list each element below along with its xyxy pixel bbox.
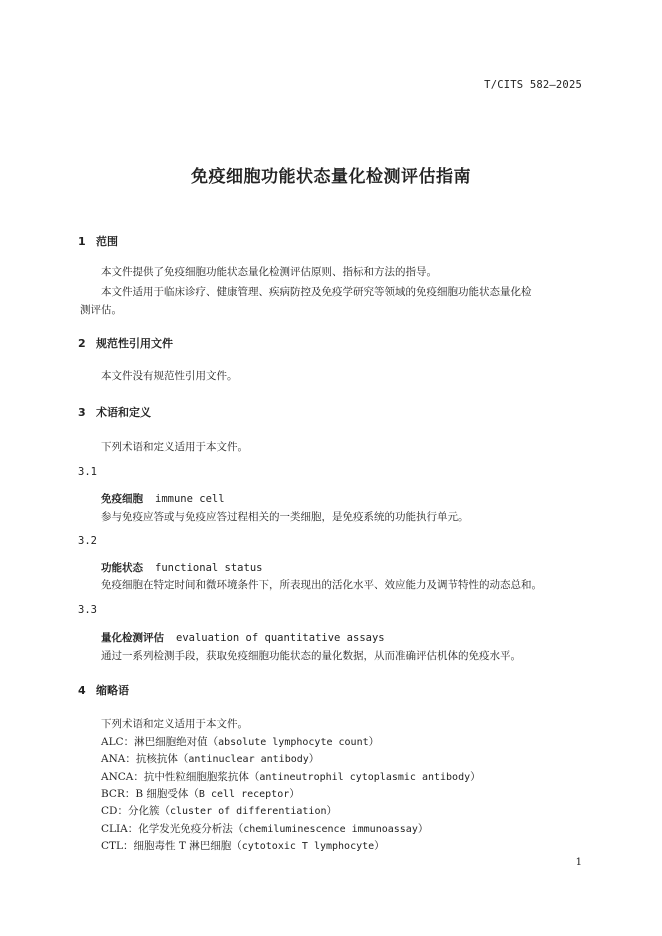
paren-close: ） — [417, 822, 429, 835]
clause-number: 3.1 — [78, 466, 97, 478]
section-number: 3 — [78, 406, 86, 419]
abbreviation-item — [101, 751, 319, 766]
normative-paragraph: 本文件没有规范性引用文件。 — [101, 370, 238, 382]
paren-open: （ — [188, 787, 199, 800]
section-heading-scope — [78, 233, 118, 249]
term-entry — [101, 630, 385, 645]
term-entry — [101, 560, 262, 575]
abbreviation-key: ALC — [101, 736, 124, 748]
abbreviation-item — [101, 769, 481, 784]
term-entry — [101, 491, 225, 506]
clause-number: 3.2 — [78, 535, 97, 547]
abbreviation-separator: ： — [124, 787, 136, 800]
abbreviation-separator: ： — [123, 839, 134, 852]
section-title: 规范性引用文件 — [96, 337, 173, 350]
abbreviation-chinese: 抗中性粒细胞胞浆抗体 — [143, 770, 249, 783]
abbreviation-item — [101, 786, 300, 801]
abbreviation-item — [101, 838, 385, 853]
abbreviation-english: absolute lymphocyte count — [218, 737, 369, 748]
term-chinese: 功能状态 — [101, 562, 143, 574]
term-chinese: 免疫细胞 — [101, 493, 143, 505]
section-number: 1 — [78, 235, 86, 248]
paren-close: ） — [374, 839, 385, 852]
abbreviation-item — [101, 803, 337, 818]
abbreviation-key: CLIA — [101, 822, 128, 835]
paren-close: ） — [470, 770, 481, 783]
abbreviation-english: chemiluminescence immunoassay — [243, 823, 418, 835]
abbreviation-separator: ： — [117, 805, 128, 818]
term-english: evaluation of quantitative assays — [176, 632, 385, 644]
abbreviation-chinese: 细胞毒性 T 淋巴细胞 — [133, 839, 232, 852]
paren-open: （ — [231, 839, 242, 852]
scope-paragraph-2-line-1: 本文件适用于临床诊疗、健康管理、疾病防控及免疫学研究等领域的免疫细胞功能状态量化检 — [101, 286, 532, 298]
paren-open: （ — [159, 805, 170, 818]
section-title: 范围 — [96, 235, 118, 248]
abbreviation-chinese: 抗核抗体 — [135, 753, 178, 766]
abbreviation-item — [101, 821, 428, 836]
abbreviation-key: CD — [101, 805, 118, 818]
abbreviation-separator: ： — [133, 770, 144, 783]
abbreviation-chinese: 化学发光免疫分析法 — [138, 822, 233, 835]
term-chinese: 量化检测评估 — [101, 632, 164, 644]
paren-close: ） — [368, 736, 380, 748]
paren-open: （ — [232, 822, 244, 835]
section-heading-terms — [78, 404, 151, 420]
abbreviation-key: CTL — [101, 839, 124, 852]
paren-open: （ — [207, 736, 219, 748]
abbreviation-item — [101, 734, 379, 749]
abbreviation-chinese: B 细胞受体 — [135, 787, 189, 800]
term-definition: 免疫细胞在特定时间和微环境条件下，所表现出的活化水平、效应能力及调节特性的动态总和。 — [101, 579, 542, 591]
abbreviation-chinese: 分化簇 — [127, 805, 160, 818]
paren-close: ） — [326, 805, 337, 818]
paren-open: （ — [248, 770, 260, 783]
terms-intro: 下列术语和定义适用于本文件。 — [101, 441, 248, 453]
term-definition: 参与免疫应答或与免疫应答过程相关的一类细胞，是免疫系统的功能执行单元。 — [101, 511, 469, 523]
document-title: 免疫细胞功能状态量化检测评估指南 — [191, 167, 471, 187]
abbreviation-english: B cell receptor — [198, 788, 290, 800]
term-definition: 通过一系列检测手段，获取免疫细胞功能状态的量化数据，从而准确评估机体的免疫水平。 — [101, 650, 521, 662]
scope-paragraph-1: 本文件提供了免疫细胞功能状态量化检测评估原则、指标和方法的指导。 — [101, 266, 437, 278]
scope-paragraph-2-line-2: 测评估。 — [80, 304, 122, 316]
abbreviation-english: antinuclear antibody — [188, 754, 309, 766]
section-title: 缩略语 — [96, 684, 129, 697]
section-number: 4 — [78, 684, 86, 697]
abbreviations-intro: 下列术语和定义适用于本文件。 — [101, 718, 248, 730]
paren-close: ） — [289, 787, 300, 800]
abbreviation-chinese: 淋巴细胞绝对值 — [134, 736, 208, 748]
abbreviation-english: antineutrophil cytoplasmic antibody — [259, 771, 471, 783]
clause-number: 3.3 — [78, 604, 97, 616]
section-heading-abbreviations — [78, 682, 129, 698]
abbreviation-separator: ： — [125, 753, 136, 766]
abbreviation-english: cytotoxic T lymphocyte — [241, 840, 375, 852]
term-english: functional status — [155, 562, 263, 574]
standard-code: T/CITS 582—2025 — [484, 79, 582, 91]
section-heading-normative — [78, 335, 173, 351]
section-number: 2 — [78, 337, 86, 350]
abbreviation-separator: ： — [127, 822, 139, 835]
paren-close: ） — [308, 753, 320, 766]
abbreviation-key: ANA — [101, 753, 126, 766]
paren-open: （ — [177, 753, 189, 766]
abbreviation-key: BCR — [101, 787, 125, 800]
page-number: 1 — [575, 857, 582, 868]
section-title: 术语和定义 — [96, 406, 151, 419]
abbreviation-english: cluster of differentiation — [169, 806, 327, 818]
abbreviation-key: ANCA — [101, 770, 134, 783]
term-english: immune cell — [155, 493, 225, 505]
abbreviation-separator: ： — [123, 736, 135, 748]
